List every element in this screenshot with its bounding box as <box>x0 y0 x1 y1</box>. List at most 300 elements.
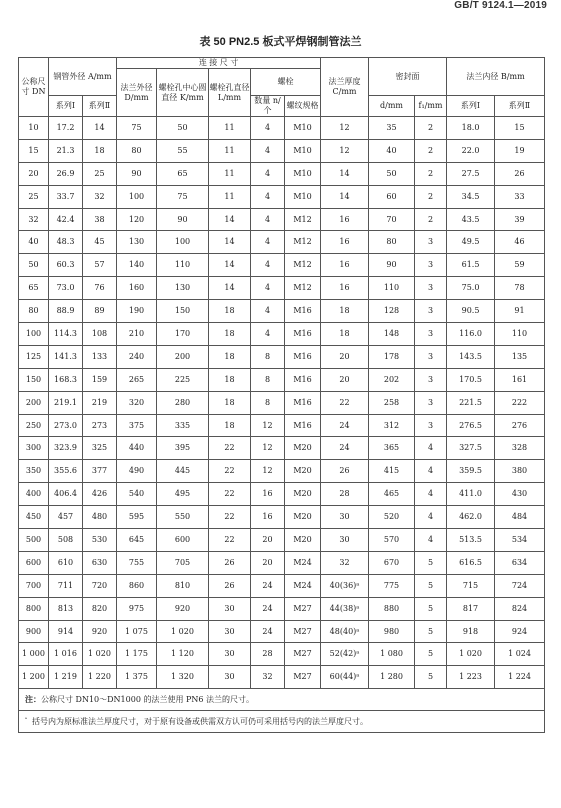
table-cell: 20 <box>19 162 49 185</box>
table-cell: 21.3 <box>49 139 83 162</box>
table-cell: 450 <box>19 506 49 529</box>
table-cell: M20 <box>285 483 321 506</box>
table-cell: 280 <box>157 391 209 414</box>
table-cell: 4 <box>251 139 285 162</box>
table-cell: 1 080 <box>369 643 415 666</box>
table-cell: 30 <box>209 666 251 689</box>
table-cell: 440 <box>117 437 157 460</box>
table-cell: 30 <box>209 643 251 666</box>
table-cell: 22 <box>209 529 251 552</box>
table-cell: 135 <box>495 345 545 368</box>
table-cell: 26 <box>321 460 369 483</box>
table-cell: 40 <box>369 139 415 162</box>
table-row <box>19 300 545 323</box>
table-cell: M10 <box>285 162 321 185</box>
table-cell: 273.0 <box>49 414 83 437</box>
table-cell: 14 <box>321 162 369 185</box>
table-cell: 3 <box>415 414 447 437</box>
table-cell: 715 <box>447 574 495 597</box>
table-cell: 161 <box>495 368 545 391</box>
table-cell: M12 <box>285 231 321 254</box>
table-cell: 20 <box>251 551 285 574</box>
table-cell: 34.5 <box>447 185 495 208</box>
table-cell: 824 <box>495 597 545 620</box>
table-cell: 48.3 <box>49 231 83 254</box>
table-cell: 411.0 <box>447 483 495 506</box>
table-cell: M12 <box>285 254 321 277</box>
table-cell: 28 <box>251 643 285 666</box>
table-cell: 22 <box>321 391 369 414</box>
table-cell: 480 <box>83 506 117 529</box>
table-cell: 12 <box>251 437 285 460</box>
header-pipe-od: 钢管外径 A/mm <box>49 58 117 96</box>
table-cell: 1 320 <box>157 666 209 689</box>
table-cell: 500 <box>19 529 49 552</box>
table-cell: M20 <box>285 529 321 552</box>
table-cell: 32 <box>251 666 285 689</box>
table-cell: 130 <box>117 231 157 254</box>
table-cell: 17.2 <box>49 117 83 140</box>
table-cell: 32 <box>321 551 369 574</box>
table-cell: 14 <box>209 254 251 277</box>
table-cell: 16 <box>251 506 285 529</box>
table-cell: M16 <box>285 414 321 437</box>
note-label: 注： <box>25 694 41 705</box>
header-dn: 公称尺寸 DN <box>19 58 49 117</box>
table-cell: 4 <box>415 437 447 460</box>
table-cell: 484 <box>495 506 545 529</box>
table-cell: 148 <box>369 323 415 346</box>
table-cell: 924 <box>495 620 545 643</box>
table-cell: 90 <box>157 208 209 231</box>
table-cell: 670 <box>369 551 415 574</box>
table-cell: M10 <box>285 139 321 162</box>
table-cell: 159 <box>83 368 117 391</box>
table-cell: 170 <box>157 323 209 346</box>
table-cell: 3 <box>415 323 447 346</box>
table-cell: 30 <box>209 597 251 620</box>
table-cell: 15 <box>19 139 49 162</box>
table-cell: 2 <box>415 139 447 162</box>
table-cell: 570 <box>369 529 415 552</box>
table-cell: 3 <box>415 345 447 368</box>
table-cell: 10 <box>19 117 49 140</box>
table-cell: 4 <box>251 300 285 323</box>
table-cell: 4 <box>251 277 285 300</box>
table-cell: 141.3 <box>49 345 83 368</box>
table-cell: 12 <box>251 460 285 483</box>
table-cell: 5 <box>415 620 447 643</box>
table-cell: 80 <box>369 231 415 254</box>
table-cell: 508 <box>49 529 83 552</box>
table-cell: 116.0 <box>447 323 495 346</box>
table-cell: 1 016 <box>49 643 83 666</box>
table-cell: 16 <box>321 231 369 254</box>
table-cell: M24 <box>285 551 321 574</box>
table-cell: 160 <box>117 277 157 300</box>
table-cell: 600 <box>157 529 209 552</box>
table-cell: 490 <box>117 460 157 483</box>
table-cell: 520 <box>369 506 415 529</box>
table-cell: 40 <box>19 231 49 254</box>
table-cell: 817 <box>447 597 495 620</box>
table-cell: 4 <box>415 506 447 529</box>
header-connection: 连 接 尺 寸 <box>117 58 321 69</box>
table-cell: 59 <box>495 254 545 277</box>
table-row <box>19 345 545 368</box>
table-cell: 202 <box>369 368 415 391</box>
table-cell: 18 <box>209 368 251 391</box>
table-cell: 359.5 <box>447 460 495 483</box>
table-cell: 50 <box>369 162 415 185</box>
table-cell: M16 <box>285 300 321 323</box>
table-row <box>19 414 545 437</box>
table-cell: 600 <box>19 551 49 574</box>
table-cell: 143.5 <box>447 345 495 368</box>
table-cell: 755 <box>117 551 157 574</box>
header-pipe-series1: 系列Ⅰ <box>49 96 83 117</box>
table-cell: M20 <box>285 506 321 529</box>
table-cell: 49.5 <box>447 231 495 254</box>
table-row <box>19 597 545 620</box>
table-cell: 1 223 <box>447 666 495 689</box>
table-cell: 20 <box>321 345 369 368</box>
table-cell: 46 <box>495 231 545 254</box>
note-text: 公称尺寸 DN10～DN1000 的法兰使用 PN6 法兰的尺寸。 <box>41 695 255 705</box>
table-cell: 240 <box>117 345 157 368</box>
table-row <box>19 391 545 414</box>
table-cell: 4 <box>415 483 447 506</box>
table-cell: 14 <box>321 185 369 208</box>
table-cell: 90 <box>117 162 157 185</box>
table-cell: 645 <box>117 529 157 552</box>
table-cell: 813 <box>49 597 83 620</box>
table-cell: M20 <box>285 437 321 460</box>
table-cell: 50 <box>19 254 49 277</box>
table-cell: 4 <box>251 117 285 140</box>
table-cell: 30 <box>209 620 251 643</box>
table-cell: 91 <box>495 300 545 323</box>
table-cell: 495 <box>157 483 209 506</box>
table-cell: 534 <box>495 529 545 552</box>
table-cell: 462.0 <box>447 506 495 529</box>
table-cell: 219 <box>83 391 117 414</box>
table-cell: 3 <box>415 254 447 277</box>
table-cell: 860 <box>117 574 157 597</box>
table-row <box>19 483 545 506</box>
table-cell: 24 <box>321 414 369 437</box>
table-cell: 430 <box>495 483 545 506</box>
table-cell: 26.9 <box>49 162 83 185</box>
header-flange-od: 法兰外径 D/mm <box>117 69 157 117</box>
table-cell: 32 <box>83 185 117 208</box>
table-cell: 133 <box>83 345 117 368</box>
table-cell: 8 <box>251 345 285 368</box>
table-cell: 22 <box>209 506 251 529</box>
table-cell: 26 <box>209 551 251 574</box>
table-cell: 45 <box>83 231 117 254</box>
table-cell: 178 <box>369 345 415 368</box>
table-cell: 273 <box>83 414 117 437</box>
table-row <box>19 529 545 552</box>
table-row <box>19 185 545 208</box>
table-cell: 88.9 <box>49 300 83 323</box>
table-cell: 48(40)ᵃ <box>321 620 369 643</box>
table-row <box>19 254 545 277</box>
table-cell: 8 <box>251 368 285 391</box>
table-cell: 55 <box>157 139 209 162</box>
table-cell: 14 <box>209 208 251 231</box>
table-cell: 513.5 <box>447 529 495 552</box>
table-cell: 200 <box>19 391 49 414</box>
table-cell: 70 <box>369 208 415 231</box>
table-cell: 32 <box>19 208 49 231</box>
table-cell: 634 <box>495 551 545 574</box>
table-cell: 920 <box>83 620 117 643</box>
table-cell: 225 <box>157 368 209 391</box>
table-cell: 65 <box>19 277 49 300</box>
table-cell: M10 <box>285 185 321 208</box>
header-bolt-circle: 螺栓孔中心圆直径 K/mm <box>157 69 209 117</box>
table-cell: 8 <box>251 391 285 414</box>
footnote-mark: ᵃ <box>25 716 27 723</box>
table-cell: 100 <box>117 185 157 208</box>
table-cell: 4 <box>415 529 447 552</box>
table-cell: 222 <box>495 391 545 414</box>
table-cell: 65 <box>157 162 209 185</box>
table-cell: 89 <box>83 300 117 323</box>
table-cell: 60(44)ᵃ <box>321 666 369 689</box>
table-cell: 18.0 <box>447 117 495 140</box>
table-cell: 12 <box>251 414 285 437</box>
table-cell: 110 <box>495 323 545 346</box>
table-cell: 44(38)ᵃ <box>321 597 369 620</box>
header-seal: 密封面 <box>369 58 447 96</box>
table-cell: 400 <box>19 483 49 506</box>
table-cell: 18 <box>321 300 369 323</box>
header-bore: 法兰内径 B/mm <box>447 58 545 96</box>
table-cell: 1 020 <box>157 620 209 643</box>
table-cell: 24 <box>251 597 285 620</box>
table-cell: 630 <box>83 551 117 574</box>
table-cell: 395 <box>157 437 209 460</box>
table-cell: 1 175 <box>117 643 157 666</box>
table-cell: 265 <box>117 368 157 391</box>
table-cell: 22 <box>209 460 251 483</box>
table-cell: 1 024 <box>495 643 545 666</box>
table-cell: M12 <box>285 277 321 300</box>
table-cell: 25 <box>83 162 117 185</box>
table-cell: 75 <box>157 185 209 208</box>
table-cell: 25 <box>19 185 49 208</box>
table-cell: 724 <box>495 574 545 597</box>
header-thread: 螺纹规格 <box>285 96 321 117</box>
table-cell: 16 <box>321 254 369 277</box>
table-cell: 914 <box>49 620 83 643</box>
table-cell: M16 <box>285 345 321 368</box>
table-cell: 150 <box>19 368 49 391</box>
table-cell: 39 <box>495 208 545 231</box>
table-cell: 445 <box>157 460 209 483</box>
table-cell: 775 <box>369 574 415 597</box>
header-bolt-hole: 螺栓孔直径 L/mm <box>209 69 251 117</box>
table-cell: 975 <box>117 597 157 620</box>
table-cell: 60.3 <box>49 254 83 277</box>
table-cell: 350 <box>19 460 49 483</box>
table-cell: 125 <box>19 345 49 368</box>
table-row <box>19 277 545 300</box>
table-cell: M27 <box>285 666 321 689</box>
table-cell: 5 <box>415 643 447 666</box>
table-cell: 312 <box>369 414 415 437</box>
table-cell: 457 <box>49 506 83 529</box>
table-cell: 12 <box>321 139 369 162</box>
table-cell: 258 <box>369 391 415 414</box>
table-cell: 375 <box>117 414 157 437</box>
table-cell: 616.5 <box>447 551 495 574</box>
table-cell: 75.0 <box>447 277 495 300</box>
table-cell: 40(36)ᵃ <box>321 574 369 597</box>
table-cell: 57 <box>83 254 117 277</box>
table-cell: 150 <box>157 300 209 323</box>
table-cell: 18 <box>209 391 251 414</box>
table-cell: 320 <box>117 391 157 414</box>
header-bore-series1: 系列Ⅰ <box>447 96 495 117</box>
table-row <box>19 551 545 574</box>
table-cell: 276.5 <box>447 414 495 437</box>
table-cell: 550 <box>157 506 209 529</box>
table-cell: 325 <box>83 437 117 460</box>
table-cell: 128 <box>369 300 415 323</box>
table-cell: 3 <box>415 231 447 254</box>
table-cell: 78 <box>495 277 545 300</box>
table-cell: 19 <box>495 139 545 162</box>
table-cell: 20 <box>251 529 285 552</box>
table-title: 表 50 PN2.5 板式平焊钢制管法兰 <box>199 36 362 48</box>
table-cell: 300 <box>19 437 49 460</box>
table-cell: 16 <box>321 208 369 231</box>
table-cell: 2 <box>415 185 447 208</box>
table-cell: 75 <box>117 117 157 140</box>
table-footnote <box>19 711 545 733</box>
table-cell: 415 <box>369 460 415 483</box>
table-cell: 24 <box>251 574 285 597</box>
table-cell: 820 <box>83 597 117 620</box>
table-cell: 33.7 <box>49 185 83 208</box>
table-cell: 4 <box>251 185 285 208</box>
table-cell: 365 <box>369 437 415 460</box>
table-cell: 73.0 <box>49 277 83 300</box>
table-cell: 380 <box>495 460 545 483</box>
table-cell: 18 <box>83 139 117 162</box>
table-cell: M24 <box>285 574 321 597</box>
table-cell: 1 000 <box>19 643 49 666</box>
table-cell: M27 <box>285 643 321 666</box>
table-cell: 323.9 <box>49 437 83 460</box>
header-bore-series2: 系列Ⅱ <box>495 96 545 117</box>
table-cell: 24 <box>321 437 369 460</box>
table-cell: 14 <box>209 277 251 300</box>
table-cell: 327.5 <box>447 437 495 460</box>
table-cell: 18 <box>321 323 369 346</box>
table-cell: 4 <box>415 460 447 483</box>
standard-number: GB/T 9124.1—2019 <box>454 0 547 11</box>
table-cell: 3 <box>415 300 447 323</box>
table-cell: 377 <box>83 460 117 483</box>
table-row <box>19 368 545 391</box>
table-cell: 880 <box>369 597 415 620</box>
table-cell: 918 <box>447 620 495 643</box>
table-cell: 530 <box>83 529 117 552</box>
table-cell: 42.4 <box>49 208 83 231</box>
table-cell: 35 <box>369 117 415 140</box>
table-row <box>19 162 545 185</box>
table-cell: 11 <box>209 117 251 140</box>
table-cell: 810 <box>157 574 209 597</box>
table-cell: 26 <box>209 574 251 597</box>
table-cell: 720 <box>83 574 117 597</box>
table-cell: 1 224 <box>495 666 545 689</box>
header-seal-f1: f₁/mm <box>415 96 447 117</box>
table-cell: 110 <box>157 254 209 277</box>
table-cell: 18 <box>209 414 251 437</box>
table-cell: 11 <box>209 185 251 208</box>
table-cell: 1 220 <box>83 666 117 689</box>
table-row <box>19 506 545 529</box>
table-cell: 2 <box>415 208 447 231</box>
table-cell: 4 <box>251 162 285 185</box>
footnote-text: 括号内为原标准法兰厚度尺寸，对于原有设备或供需双方认可仍可采用括号内的法兰厚度尺寸。 <box>32 716 369 726</box>
table-cell: 1 075 <box>117 620 157 643</box>
table-cell: M16 <box>285 323 321 346</box>
table-cell: 14 <box>209 231 251 254</box>
table-cell: 540 <box>117 483 157 506</box>
table-cell: 5 <box>415 574 447 597</box>
table-cell: 110 <box>369 277 415 300</box>
table-cell: 170.5 <box>447 368 495 391</box>
table-cell: 24 <box>251 620 285 643</box>
table-cell: 100 <box>19 323 49 346</box>
table-row <box>19 460 545 483</box>
table-cell: 18 <box>209 345 251 368</box>
table-cell: 219.1 <box>49 391 83 414</box>
header-seal-d: d/mm <box>369 96 415 117</box>
table-cell: 30 <box>321 506 369 529</box>
table-cell: 190 <box>117 300 157 323</box>
table-cell: 4 <box>251 208 285 231</box>
table-cell: 5 <box>415 551 447 574</box>
table-row <box>19 208 545 231</box>
table-cell: 700 <box>19 574 49 597</box>
table-cell: 15 <box>495 117 545 140</box>
table-cell: 11 <box>209 139 251 162</box>
header-bolt: 螺栓 <box>251 69 321 96</box>
table-cell: 52(42)ᵃ <box>321 643 369 666</box>
table-cell: 1 375 <box>117 666 157 689</box>
table-cell: 114.3 <box>49 323 83 346</box>
table-cell: 76 <box>83 277 117 300</box>
header-pipe-series2: 系列Ⅱ <box>83 96 117 117</box>
table-cell: 4 <box>251 254 285 277</box>
flange-dimension-table <box>18 57 545 733</box>
table-cell: 20 <box>321 368 369 391</box>
table-cell: 2 <box>415 162 447 185</box>
table-cell: 4 <box>251 231 285 254</box>
table-row <box>19 139 545 162</box>
table-row <box>19 231 545 254</box>
table-cell: 595 <box>117 506 157 529</box>
table-cell: 16 <box>321 277 369 300</box>
